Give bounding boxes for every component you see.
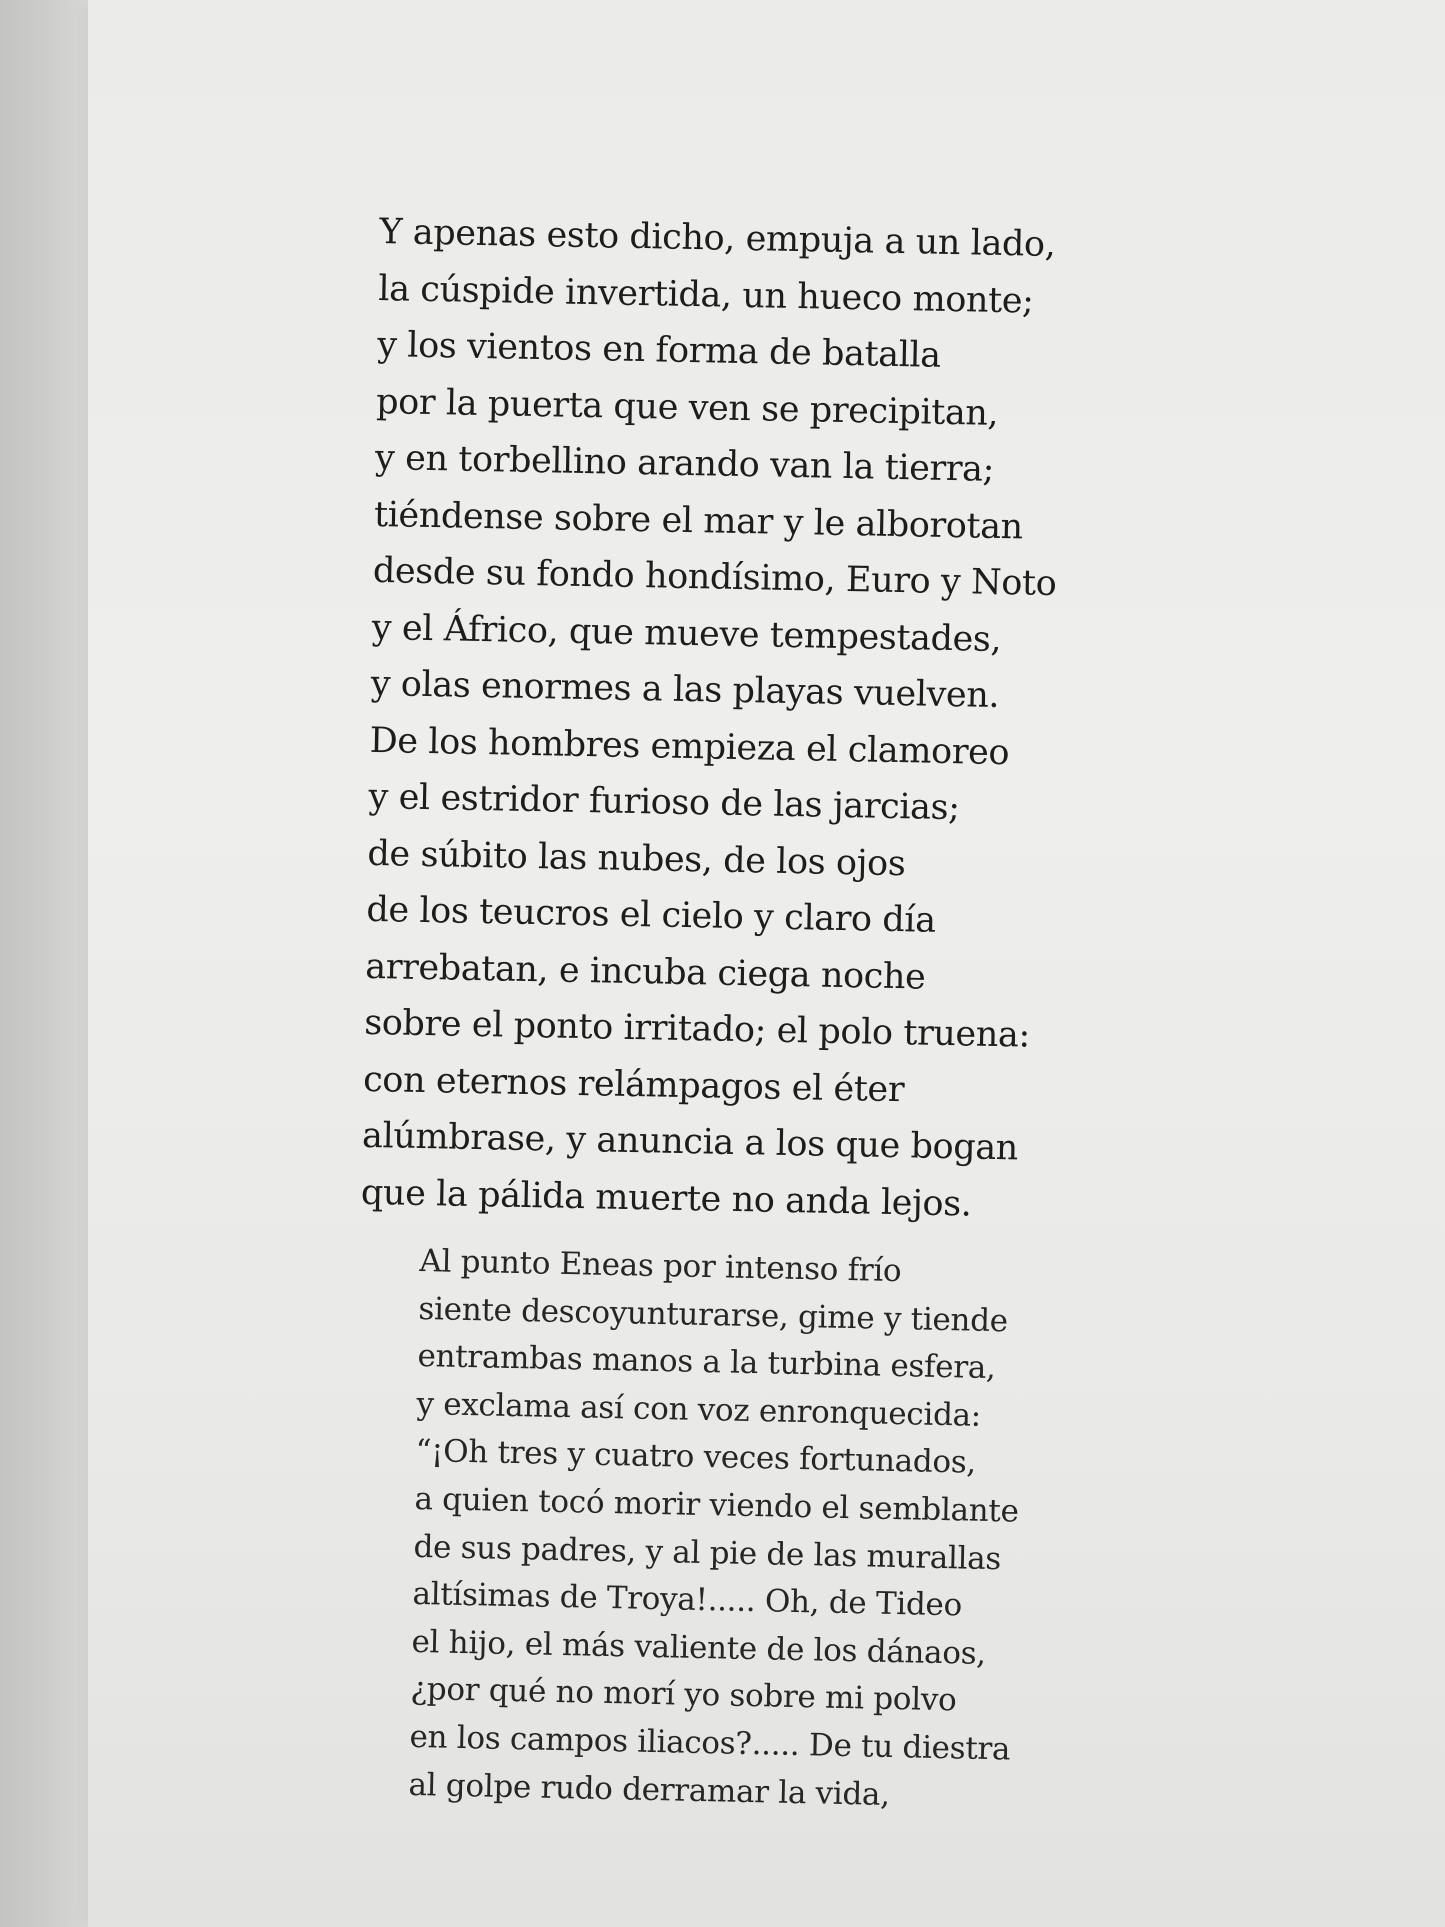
verse-line: arrebatan, e incuba ciega noche xyxy=(364,946,926,998)
verse-line: con eternos relámpagos el éter xyxy=(362,1059,905,1110)
verse-line: desde su fondo hondísimo, Euro y Noto xyxy=(372,550,1057,605)
stanza-1 xyxy=(360,204,1063,1234)
verse-line: el hijo, el más valiente de los dánaos, xyxy=(411,1623,987,1672)
verse-line: Al punto Eneas por intenso frío xyxy=(419,1242,902,1290)
verse-line: y olas enormes a las playas vuelven. xyxy=(370,663,1000,716)
verse-line: entrambas manos a la turbina esfera, xyxy=(417,1338,996,1387)
verse-line: de los teucros el cielo y claro día xyxy=(366,889,937,941)
verse-line: al golpe rudo derramar la vida, xyxy=(408,1766,891,1813)
verse-line: tiéndense sobre el mar y le alborotan xyxy=(373,494,1024,547)
verse-line: de súbito las nubes, de los ojos xyxy=(367,833,906,884)
verse-line: siente descoyunturarse, gime y tiende xyxy=(418,1290,1009,1339)
verse-line: y el estridor furioso de las jarcias; xyxy=(368,776,960,829)
verse-line: por la puerta que ven se precipitan, xyxy=(375,381,999,434)
verse-line: la cúspide invertida, un hueco monte; xyxy=(377,268,1034,322)
verse-line: “¡Oh tres y cuatro veces fortunados, xyxy=(415,1433,977,1482)
verse-line: de sus padres, y al pie de las murallas xyxy=(413,1528,1002,1577)
verse-line: ¿por qué no morí yo sobre mi polvo xyxy=(410,1671,957,1719)
verse-line: sobre el ponto irritado; el polo truena: xyxy=(363,1002,1031,1056)
verse-line: en los campos iliacos?..... De tu diestra xyxy=(409,1718,1011,1768)
verse-line: y el Áfrico, que mueve tempestades, xyxy=(371,607,1002,660)
verse-line: alúmbrase, y anuncia a los que bogan xyxy=(361,1115,1019,1169)
verse-line: altísimas de Troya!..... Oh, de Tideo xyxy=(412,1576,963,1624)
verse-line: que la pálida muerte no anda lejos. xyxy=(360,1172,972,1225)
verse-line: a quien tocó morir viendo el semblante xyxy=(414,1480,1019,1530)
book-page xyxy=(88,0,1445,1927)
verse-line: y exclama así con voz enronquecida: xyxy=(416,1385,982,1434)
facing-page-edge xyxy=(0,0,90,1927)
verse-line: Y apenas esto dicho, empuja a un lado, xyxy=(379,211,1056,265)
stanza-2 xyxy=(408,1238,1024,1822)
verse-line: y los vientos en forma de batalla xyxy=(376,324,942,376)
verse-line: De los hombres empieza el clamoreo xyxy=(369,720,1010,773)
verse-line: y en torbellino arando van la tierra; xyxy=(374,437,995,490)
